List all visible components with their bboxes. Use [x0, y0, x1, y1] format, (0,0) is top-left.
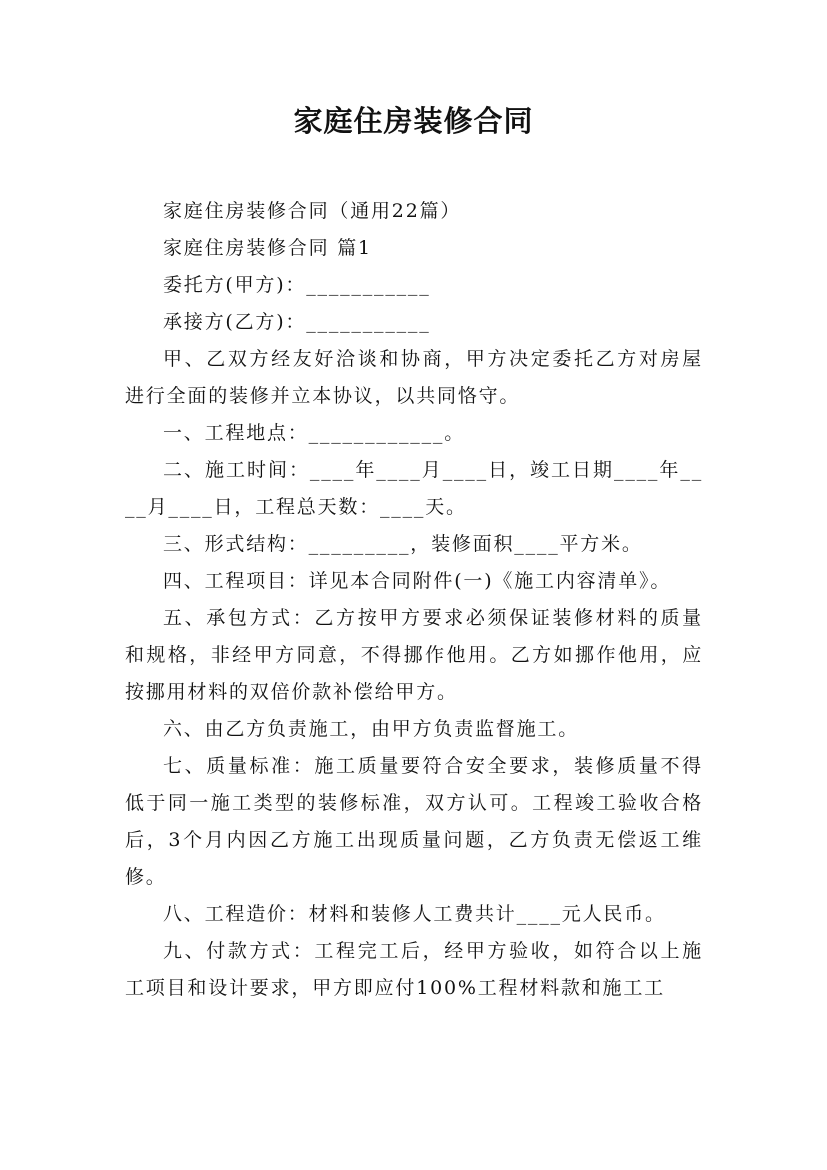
paragraph-clause-8: 八、工程造价：材料和装修人工费共计____元人民币。 [163, 903, 666, 925]
paragraph-party-b: 承接方(乙方)：___________ [163, 311, 431, 333]
paragraph-clause-1: 一、工程地点：____________。 [163, 422, 466, 444]
paragraph-clause-4: 四、工程项目：详见本合同附件(一)《施工内容清单》。 [163, 570, 672, 592]
paragraph-clause-5: 五、承包方式：乙方按甲方要求必须保证装修材料的质量和规格，非经甲方同意，不得挪作他用。乙方如挪作他用，应按挪用材料的双倍价款补偿给甲方。 [125, 607, 703, 703]
paragraph-clause-6: 六、由乙方负责施工，由甲方负责监督施工。 [163, 718, 580, 740]
paragraph-subtitle: 家庭住房装修合同（通用22篇） [163, 200, 462, 222]
paragraph-intro: 甲、乙双方经友好洽谈和协商，甲方决定委托乙方对房屋进行全面的装修并立本协议，以共同恪守。 [125, 348, 703, 407]
paragraph-clause-9: 九、付款方式：工程完工后，经甲方验收，如符合以上施工项目和设计要求，甲方即应付100%工程材料款和施工工 [125, 940, 703, 999]
paragraph-heading-1: 家庭住房装修合同 篇1 [163, 237, 372, 259]
document-title: 家庭住房装修合同 [293, 104, 534, 138]
paragraph-clause-2: 二、施工时间：____年____月____日，竣工日期____年____月____日，工程总天数：____天。 [125, 459, 703, 518]
paragraph-clause-7: 七、质量标准：施工质量要符合安全要求，装修质量不得低于同一施工类型的装修标准，双方认可。工程竣工验收合格后，3个月内因乙方施工出现质量问题，乙方负责无偿返工维修。 [125, 755, 703, 888]
document-body [125, 193, 703, 1007]
paragraph-party-a: 委托方(甲方)：___________ [163, 274, 431, 296]
paragraph-clause-3: 三、形式结构：_________，装修面积____平方米。 [163, 533, 643, 555]
